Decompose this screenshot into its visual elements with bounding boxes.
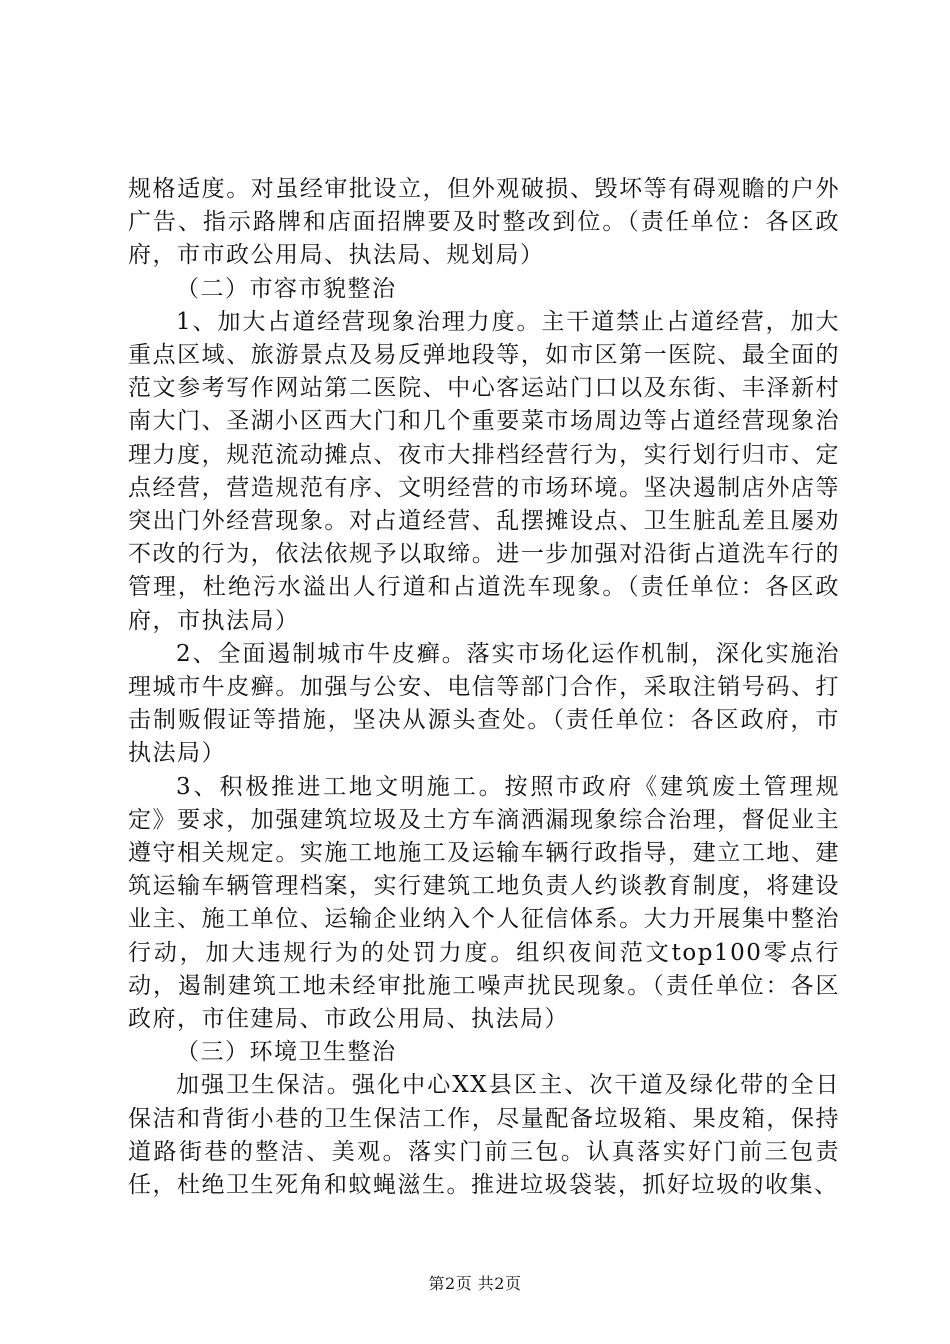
paragraph-item-1: 1、加大占道经营现象治理力度。主干道禁止占道经营，加大重点区域、旅游景点及易反弹地段等，如市区第一医院、最全面的范文参考写作网站第二医院、中心客运站门口以及东街、丰泽新村南大门、圣湖小区西大门和几个重要菜市场周边等占道经营现象治理力度，规范流动摊点、夜市大排档经营行为，实行划行归市、定点经营，营造规范有序、文明经营的市场环境。坚决遏制店外店等突出门外经营现象。对占道经营、乱摆摊设点、卫生脏乱差且屡劝不改的行为，依法依规予以取缔。进一步加强对沿街占道洗车行的管理，杜绝污水溢出人行道和占道洗车现象。（责任单位：各区政府，市执法局）	[128, 308, 840, 634]
section-heading-2: （二）市容市貌整治	[176, 275, 397, 302]
document-body	[128, 173, 840, 1202]
paragraph-item-2: 2、全面遏制城市牛皮癣。落实市场化运作机制，深化实施治理城市牛皮癣。加强与公安、电信等部门合作，采取注销号码、打击制贩假证等措施，坚决从源头查处。（责任单位：各区政府，市执法局）	[128, 640, 840, 767]
page-number-footer: 第2页 共2页	[428, 1274, 522, 1293]
section-heading-3: （三）环境卫生整治	[176, 1039, 397, 1066]
paragraph-item-3: 3、积极推进工地文明施工。按照市政府《建筑废土管理规定》要求，加强建筑垃圾及土方车滴洒漏现象综合治理，督促业主遵守相关规定。实施工地施工及运输车辆行政指导，建立工地、建筑运输车辆管理档案，实行建筑工地负责人约谈教育制度，将建设业主、施工单位、运输企业纳入个人征信体系。大力开展集中整治行动，加大违规行为的处罚力度。组织夜间范文top100零点行动，遏制建筑工地未经审批施工噪声扰民现象。（责任单位：各区政府，市住建局、市政公用局、执法局）	[128, 773, 840, 1033]
paragraph-continuation: 规格适度。对虽经审批设立，但外观破损、毁坏等有碍观瞻的户外广告、指示路牌和店面招牌要及时整改到位。（责任单位：各区政府，市市政公用局、执法局、规划局）	[128, 176, 840, 269]
paragraph-sanitation: 加强卫生保洁。强化中心XX县区主、次干道及绿化带的全日保洁和背街小巷的卫生保洁工作，尽量配备垃圾箱、果皮箱，保持道路街巷的整洁、美观。落实门前三包。认真落实好门前三包责任，杜绝卫生死角和蚊蝇滋生。推进垃圾袋装，抓好垃圾的收集、	[128, 1072, 840, 1199]
